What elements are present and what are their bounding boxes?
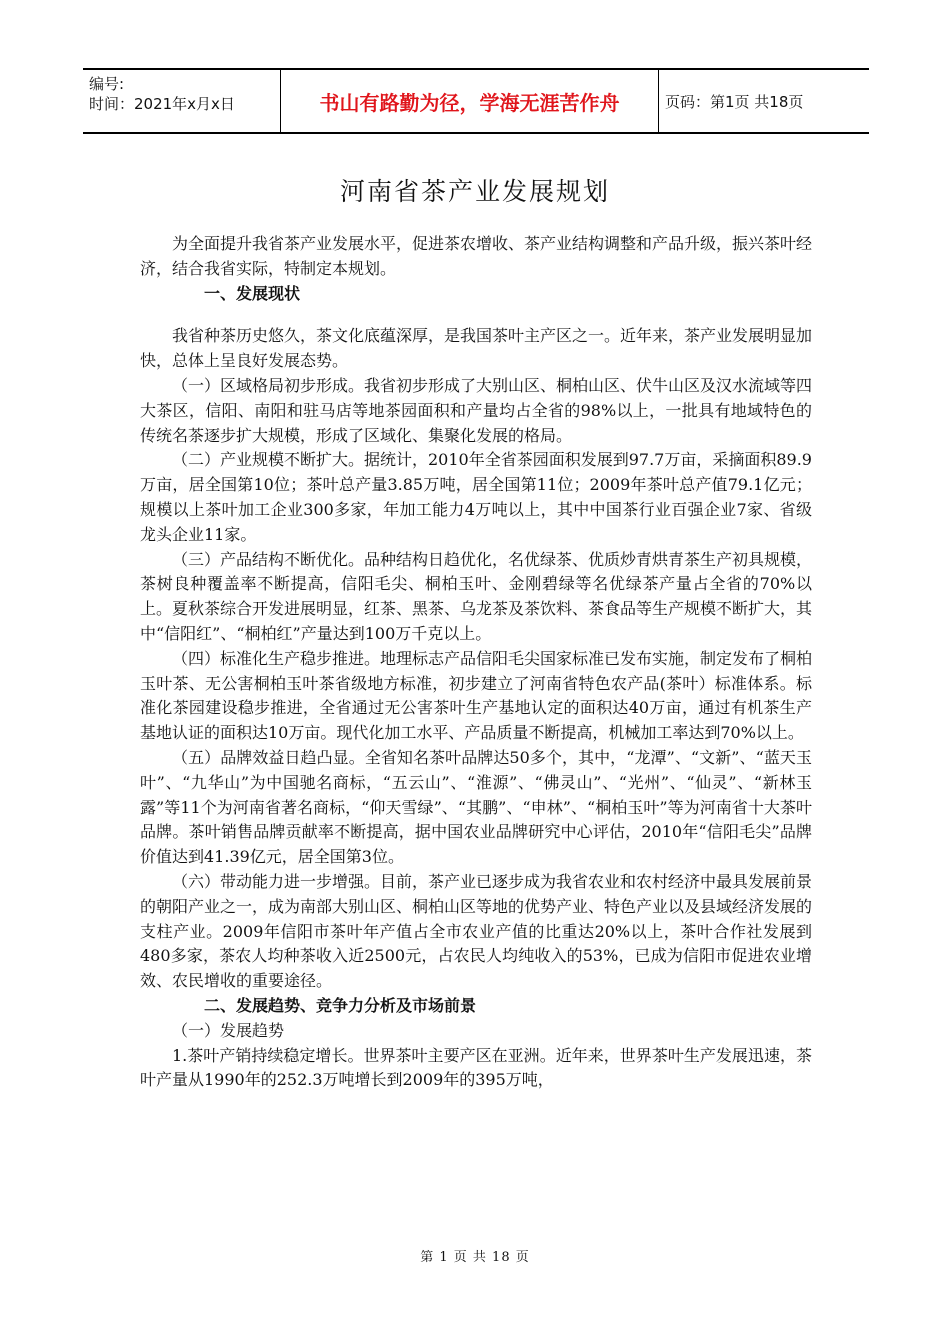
body-paragraph: （二）产业规模不断扩大。据统计，2010年全省茶园面积发展到97.7万亩，采摘面积89.9万亩，居全国第10位；茶叶总产量3.85万吨，居全国第11位；2009年茶叶总产值79.1亿元；规模以上茶叶加工企业300多家，年加工能力4万吨以上，其中中国茶行业百强企业7家、省级龙头企业11家。	[140, 450, 812, 544]
section-heading-1: 一、发展现状	[204, 283, 301, 303]
header-meta	[83, 70, 281, 132]
body-paragraph: （三）产品结构不断优化。品种结构日趋优化，名优绿茶、优质炒青烘青茶生产初具规模，茶树良种覆盖率不断提高，信阳毛尖、桐柏玉叶、金刚碧绿等名优绿茶产量占全省的70%以上。夏秋茶综合开发进展明显，红茶、黑茶、乌龙茶及茶饮料、茶食品等生产规模不断扩大，其中“信阳红”、“桐柏红”产量达到100万千克以上。	[140, 549, 813, 643]
header-page-label: 页码：第1页 共18页	[665, 92, 804, 111]
document-title: 河南省茶产业发展规划	[339, 177, 610, 206]
body-paragraph: 我省种茶历史悠久，茶文化底蕴深厚，是我国茶叶主产区之一。近年来，茶产业发展明显加快，总体上呈良好发展态势。	[140, 326, 813, 371]
page-footer: 第 1 页 共 18 页	[420, 1250, 530, 1265]
number-label: 编号:	[89, 75, 125, 93]
header-motto: 书山有路勤为径，学海无涯苦作舟	[281, 70, 659, 132]
body-paragraph: 1.茶叶产销持续稳定增长。世界茶叶主要产区在亚洲。近年来，世界茶叶生产发展迅速，茶叶产量从1990年的252.3万吨增长到2009年的395万吨，	[140, 1045, 812, 1090]
document-header	[83, 68, 869, 134]
body-paragraph: （四）标准化生产稳步推进。地理标志产品信阳毛尖国家标准已发布实施，制定发布了桐柏玉叶茶、无公害桐柏玉叶茶省级地方标准，初步建立了河南省特色农产品(茶叶）标准体系。标准化茶园建设稳步推进，全省通过无公害茶叶生产基地认定的面积达40万亩，通过有机茶生产基地认证的面积达10万亩。现代化加工水平、产品质量不断提高，机械加工率达到70%以上。	[140, 648, 813, 743]
document-body	[140, 232, 812, 1093]
time-label: 时间：2021年x月x日	[89, 95, 235, 113]
intro-paragraph: 为全面提升我省茶产业发展水平，促进茶农增收、茶产业结构调整和产品升级，振兴茶叶经济，结合我省实际，特制定本规划。	[140, 234, 813, 278]
subsection-heading: （一）发展趋势	[172, 1020, 285, 1040]
section-heading-2: 二、发展趋势、竞争力分析及市场前景	[204, 995, 477, 1015]
body-paragraph: （一）区域格局初步形成。我省初步形成了大别山区、桐柏山区、伏牛山区及汉水流域等四大茶区，信阳、南阳和驻马店等地茶园面积和产量均占全省的98%以上，一批具有地域特色的传统名茶逐步扩大规模，形成了区域化、集聚化发展的格局。	[140, 375, 813, 445]
body-paragraph: （五）品牌效益日趋凸显。全省知名茶叶品牌达50多个，其中，“龙潭”、“文新”、“蓝天玉叶”、“九华山”为中国驰名商标，“五云山”、“淮源”、“佛灵山”、“光州”、“仙灵”、“新林玉露”等11个为河南省著名商标，“仰天雪绿”、“其鹏”、“申林”、“桐柏玉叶”等为河南省十大茶叶品牌。茶叶销售品牌贡献率不断提高，据中国农业品牌研究中心评估，2010年“信阳毛尖”品牌价值达到41.39亿元，居全国第3位。	[140, 747, 812, 867]
body-paragraph: （六）带动能力进一步增强。目前，茶产业已逐步成为我省农业和农村经济中最具发展前景的朝阳产业之一，成为南部大别山区、桐柏山区等地的优势产业、特色产业以及县域经济发展的支柱产业。2009年信阳市茶叶年产值占全市农业产值的比重达20%以上，茶叶合作社发展到480多家，茶农人均种茶收入近2500元，占农民人均纯收入的53%，已成为信阳市促进农业增效、农民增收的重要途径。	[140, 871, 813, 991]
